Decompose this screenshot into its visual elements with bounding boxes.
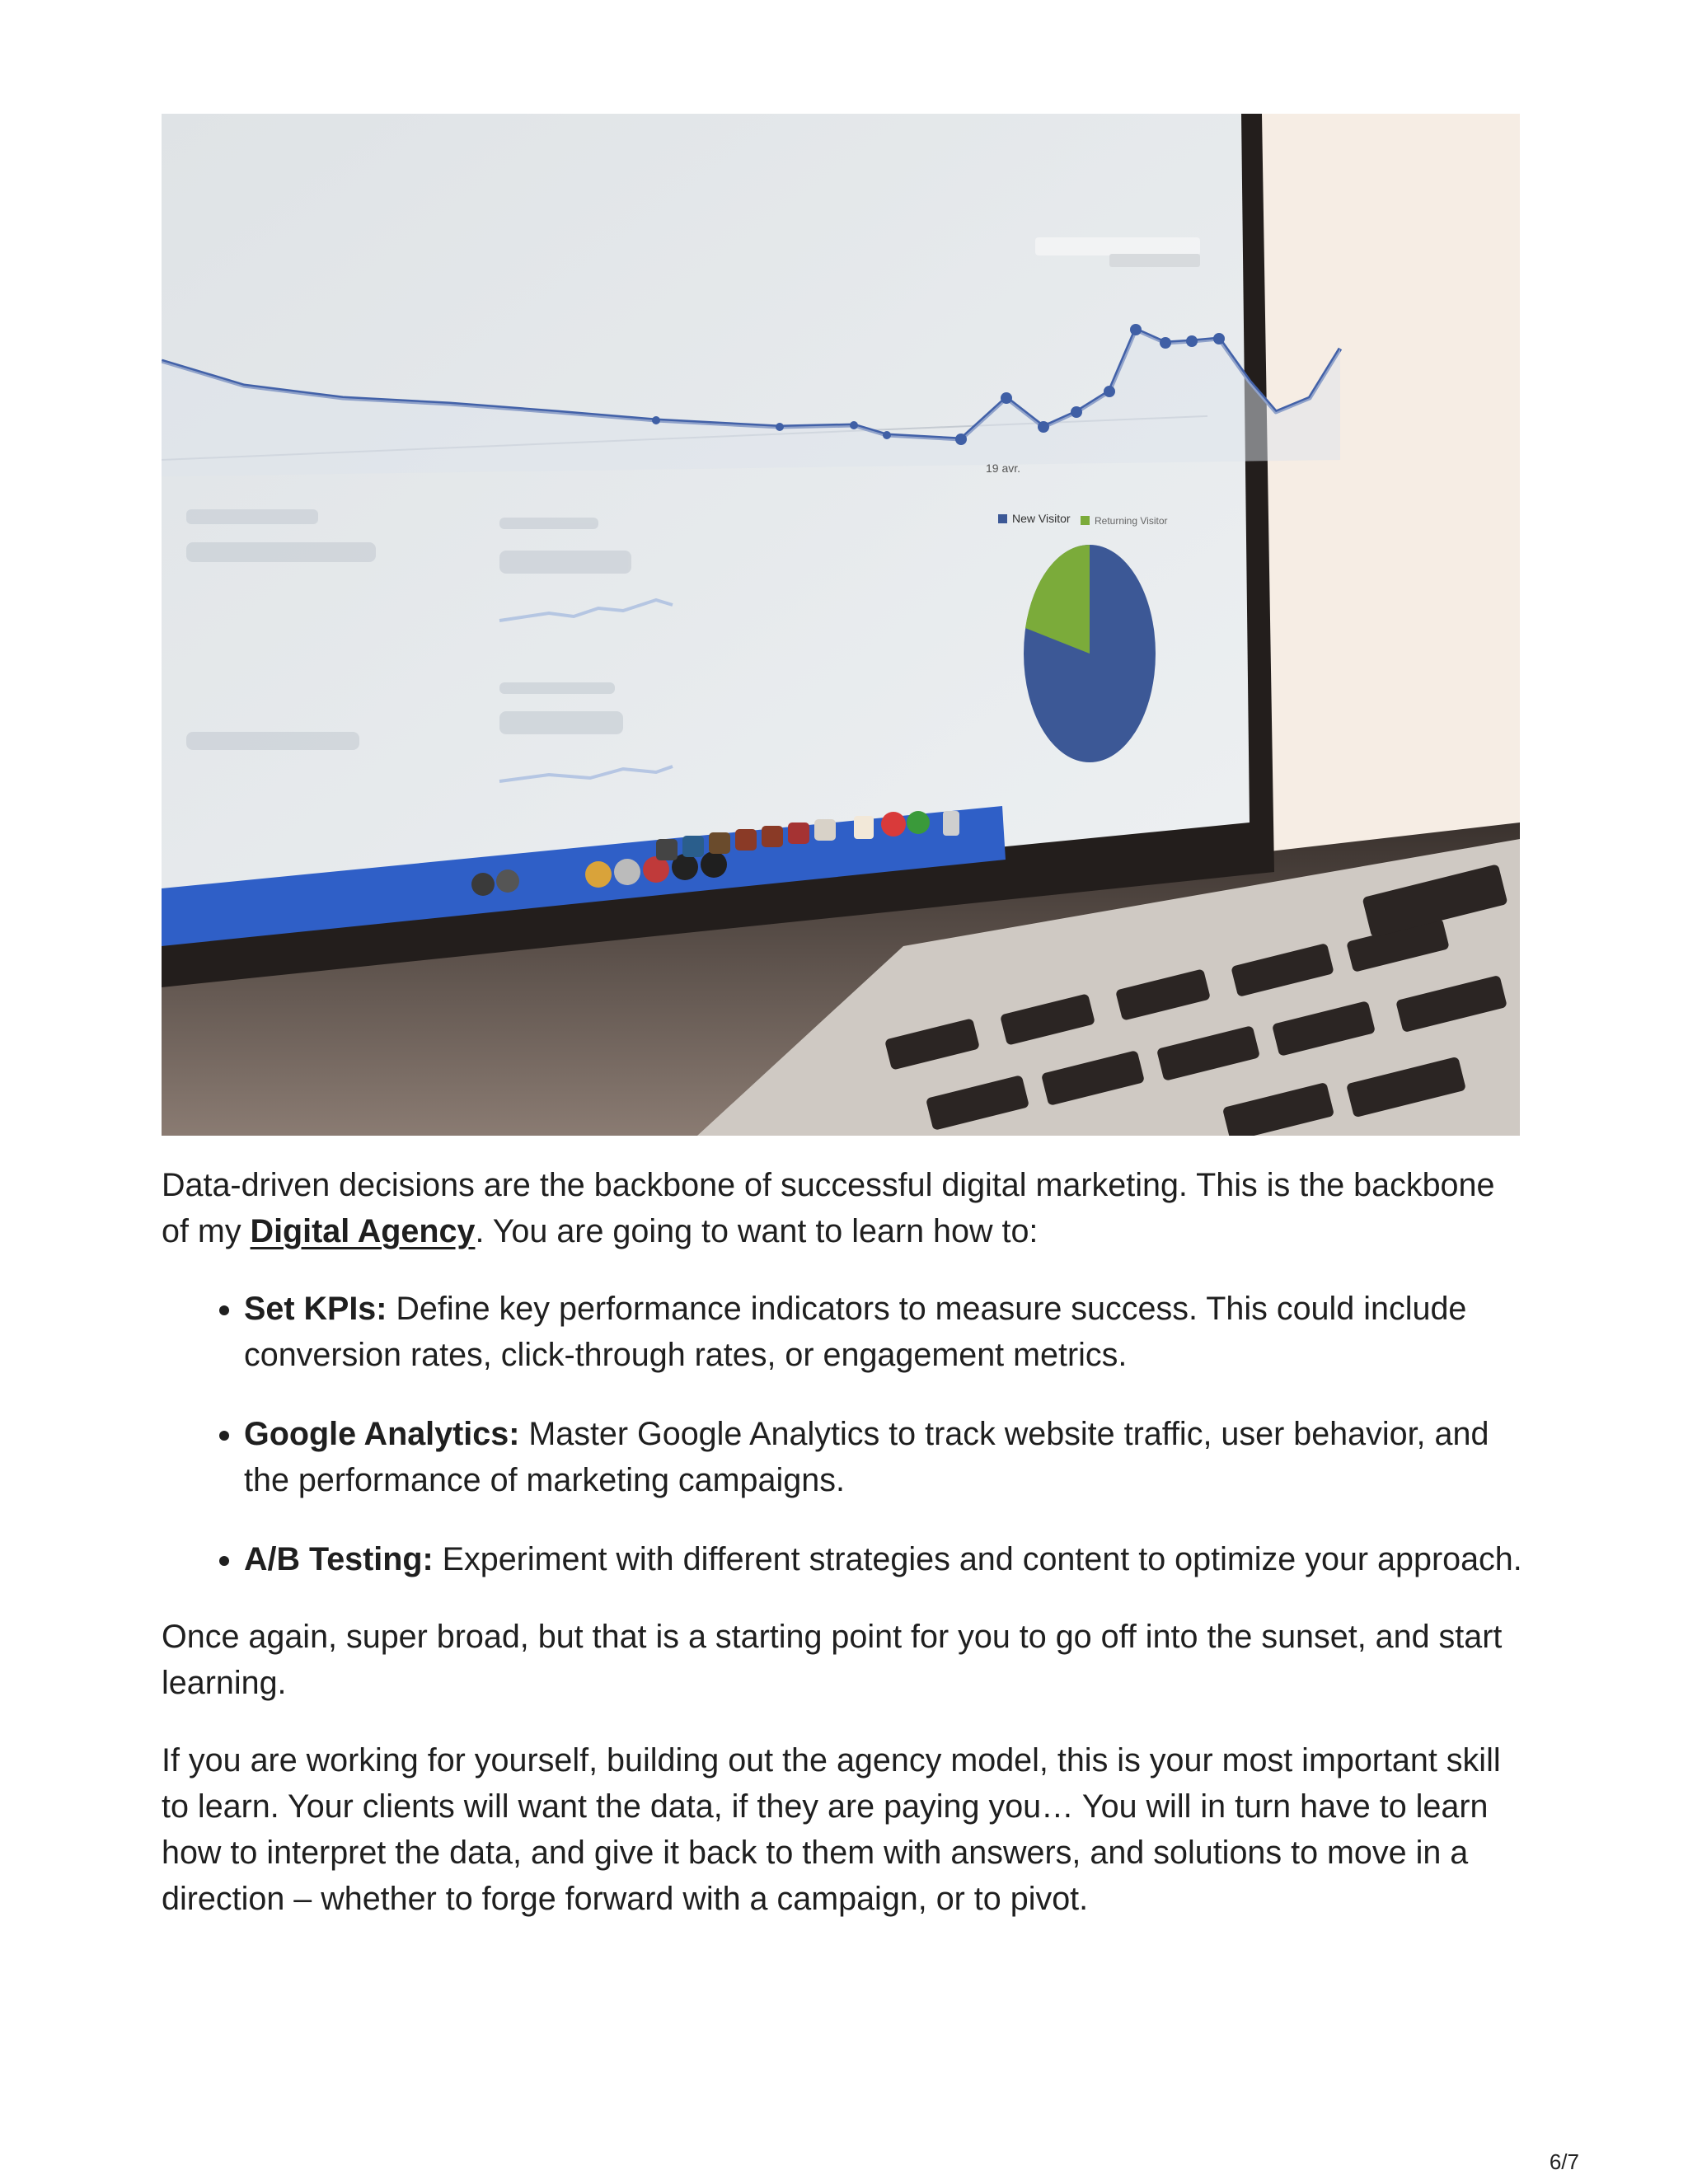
intro-paragraph — [162, 1162, 1530, 1254]
closing-paragraph-2: If you are working for yourself, building out the agency model, this is your most important skill to learn. Your clients will want the data, if they are paying you… You will in turn have to learn how to interpret the data, and give it back to them with answers, and solutions to move in a direction – whether to forge forward with a campaign, or to pivot. — [162, 1742, 1501, 1917]
legend-new-visitor: New Visitor — [1012, 512, 1071, 525]
screen-date-label: 19 avr. — [986, 462, 1021, 475]
intro-text-end: . You are going to want to learn how to: — [475, 1213, 1039, 1249]
skills-list — [162, 1286, 1530, 1582]
page-number: 6/7 — [1549, 2149, 1579, 2174]
list-item-term: Google Analytics: — [244, 1416, 520, 1452]
list-item-term: A/B Testing: — [244, 1541, 434, 1577]
list-item-set-kpis — [244, 1286, 1530, 1378]
legend-returning-visitor: Returning Visitor — [1095, 515, 1168, 527]
list-item-ab-testing — [244, 1536, 1530, 1582]
list-item-text: Experiment with different strategies and content to optimize your approach. — [433, 1541, 1522, 1577]
list-item-text: Define key performance indicators to measure success. This could include conversion rates, click-through rates, or engagement metrics. — [244, 1291, 1467, 1373]
list-item-term: Set KPIs: — [244, 1291, 387, 1327]
list-item-text: Master Google Analytics to track website traffic, user behavior, and the performance of marketing campaigns. — [244, 1416, 1489, 1498]
digital-agency-link[interactable]: Digital Agency — [250, 1213, 476, 1249]
list-item-google-analytics — [244, 1411, 1530, 1503]
intro-text: Data-driven decisions are the backbone of successful digital marketing. This is the backbone of my — [162, 1167, 1495, 1249]
closing-paragraph-1: Once again, super broad, but that is a starting point for you to go off into the sunset, and start learning. — [162, 1619, 1503, 1701]
article-body — [162, 1162, 1530, 1953]
hero-image — [162, 114, 1520, 1136]
